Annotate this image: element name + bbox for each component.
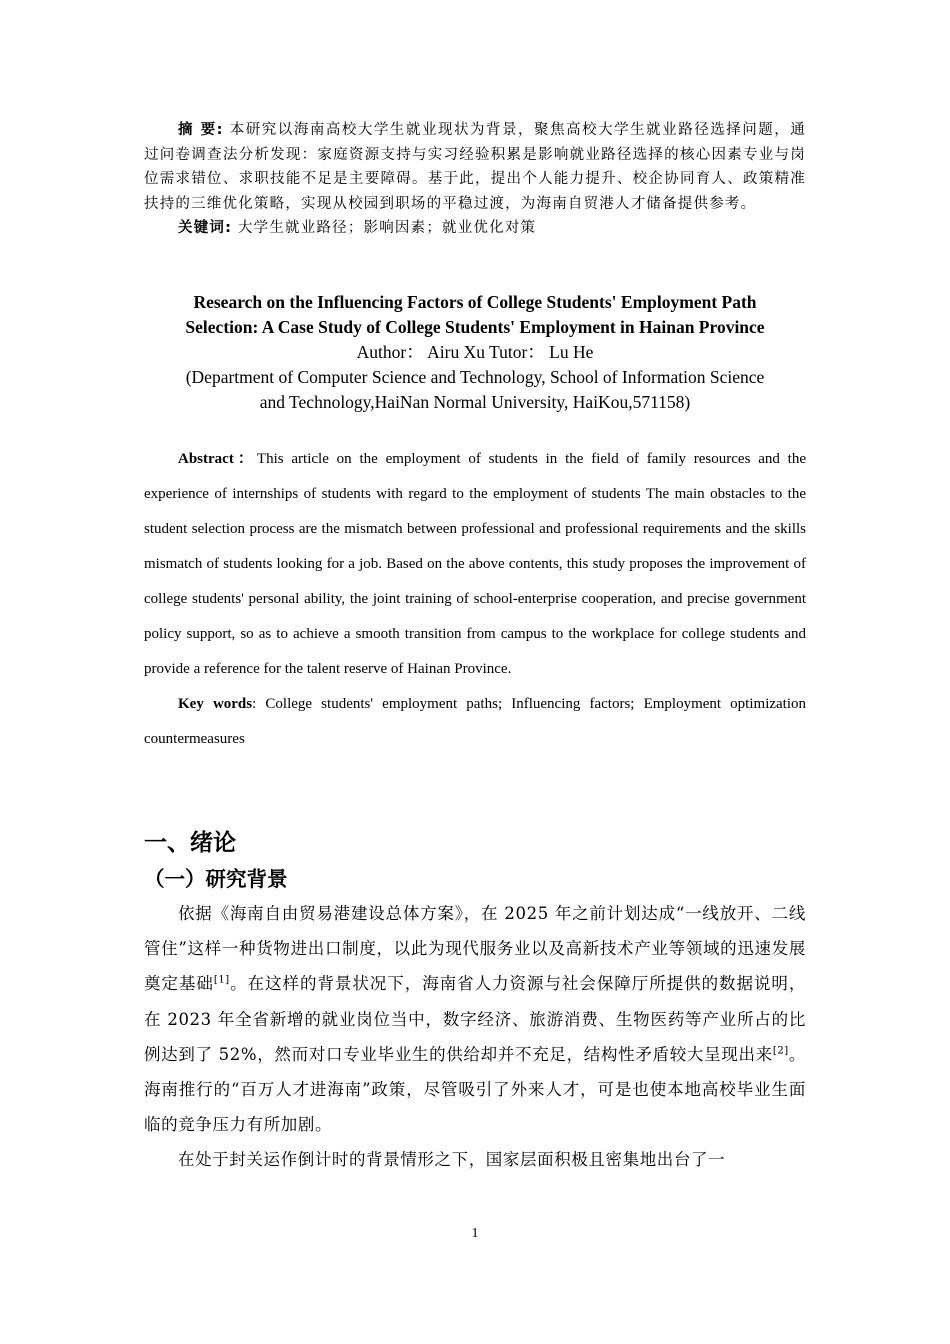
chinese-keywords-label: 关键词:	[178, 220, 233, 236]
body-text-segment: 依据《海南自由贸易港建设总体方案》，在 2025 年之前计划达成“一线放开、二线管住”这样一种货物进出口制度，以此为现代服务业以及高新技术产业等领域的迅速发展奠定基础	[144, 904, 806, 994]
citation-1: [1]	[213, 974, 230, 986]
affiliation-line-2: and Technology,HaiNan Normal University, HaiKou,571158)	[259, 392, 691, 412]
english-abstract	[144, 442, 806, 757]
english-abstract-text: This article on the employment of students in the field of family resources and the experience of internships of students with regard to the employment of students The main obstacles to the student selection process are the mismatch between professional and professional requirements and the skills mismatch of students looking for a job. Based on the above contents, this study proposes the improvement of college students' personal ability, the joint training of school-enterprise cooperation, and precise government policy support, so as to achieve a smooth transition from campus to the workplace for college students and provide a reference for the talent reserve of Hainan Province.	[144, 451, 806, 677]
body-paragraph-2: 在处于封关运作倒计时的背景情形之下，国家层面积极且密集地出台了一	[178, 1150, 726, 1170]
english-abstract-label: Abstract：	[178, 451, 257, 467]
english-keywords: : College students' employment paths; Influencing factors; Employment optimization countermeasures	[144, 696, 807, 747]
chinese-abstract	[144, 118, 806, 241]
section-heading: 一、绪论	[144, 830, 236, 856]
chinese-abstract-text: 本研究以海南高校大学生就业现状为背景，聚焦高校大学生就业路径选择问题，通过问卷调查法分析发现：家庭资源支持与实习经验积累是影响就业路径选择的核心因素专业与岗位需求错位、求职技能不足是主要障碍。基于此，提出个人能力提升、校企协同育人、政策精准扶持的三维优化策略，实现从校园到职场的平稳过渡，为海南自贸港人才储备提供参考。	[144, 122, 807, 212]
chinese-keywords: 大学生就业路径；影响因素；就业优化对策	[237, 220, 537, 236]
english-keywords-paragraph	[144, 687, 806, 757]
body-text-segment: 。海南推行的“百万人才进海南”政策，尽管吸引了外来人才，可是也使本地高校毕业生面临的竞争压力有所加剧。	[144, 1044, 806, 1135]
subsection-heading: （一）研究背景	[144, 867, 288, 891]
citation-2: [2]	[772, 1045, 789, 1057]
chinese-abstract-label: 摘 要:	[178, 122, 224, 138]
page-number: 1	[471, 1226, 479, 1241]
english-title-line-1: Research on the Influencing Factors of College Students' Employment Path	[193, 292, 757, 312]
affiliation-line-1: (Department of Computer Science and Technology, School of Information Science	[185, 367, 765, 387]
english-header	[144, 290, 806, 415]
body-text	[144, 896, 806, 1178]
body-text-segment: 。在这样的背景状况下，海南省人力资源与社会保障厅所提供的数据说明，在 2023 年全省新增的就业岗位当中，数字经济、旅游消费、生物医药等产业所占的比例达到了 52%，然而对口专业毕业生的供给却并不充足，结构性矛盾较大呈现出来	[144, 974, 806, 1064]
body-paragraph-1	[144, 896, 806, 1142]
english-title-line-2: Selection: A Case Study of College Students' Employment in Hainan Province	[185, 317, 765, 337]
chinese-abstract-paragraph	[144, 118, 806, 216]
english-abstract-paragraph	[144, 442, 806, 687]
author-line: Author： Airu Xu Tutor： Lu He	[356, 342, 594, 362]
chinese-keywords-paragraph	[144, 216, 806, 241]
english-keywords-label: Key words	[178, 696, 253, 712]
